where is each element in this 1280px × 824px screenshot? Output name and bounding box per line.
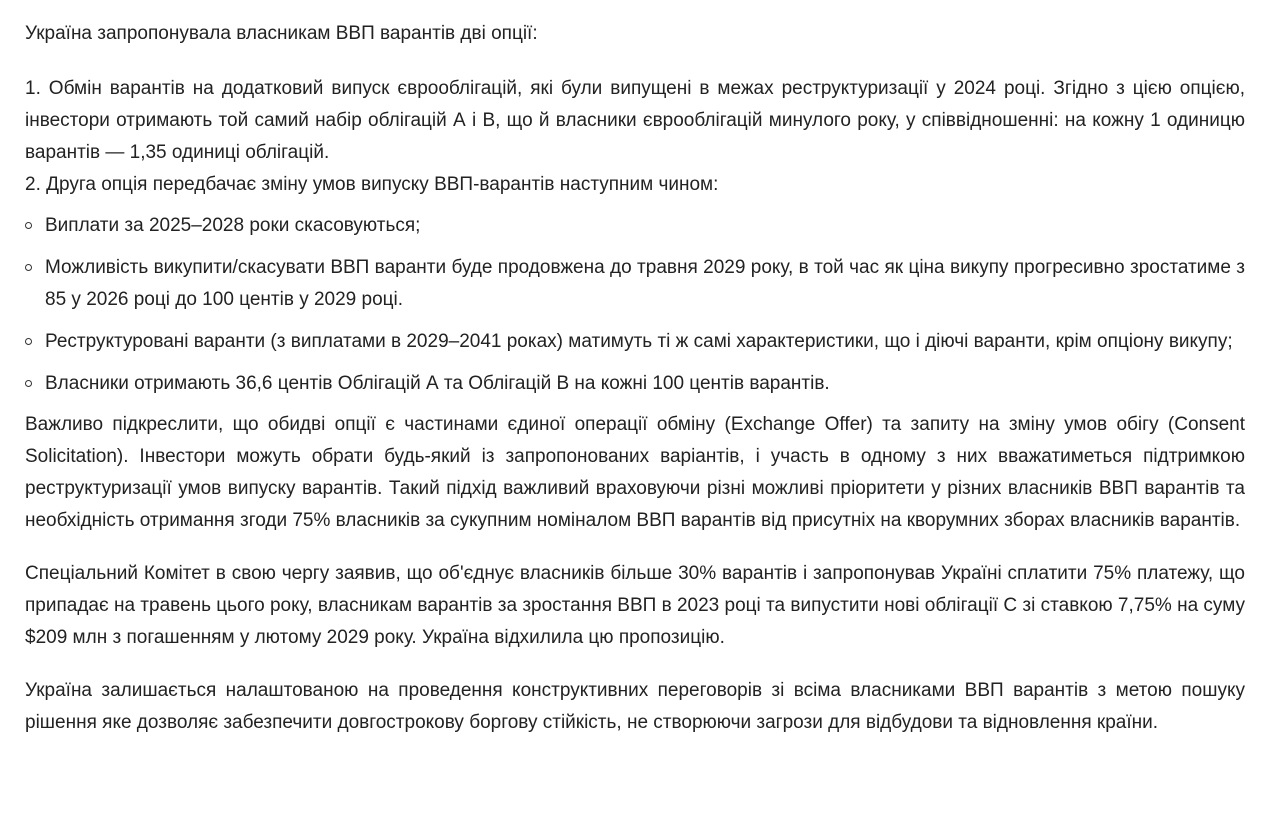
list-item-text: Власники отримають 36,6 центів Облігацій А та Облігацій В на кожні 100 центів варантів.	[45, 373, 830, 394]
paragraph-special-committee: Спеціальний Комітет в свою чергу заявив, що об'єднує власників більше 30% варантів і запропонував Україні сплатити 75% платежу, що припадає на травень цього року, власникам варантів за зростання ВВП в 2023 році та випустити нові облігації С зі ставкою 7,75% на суму $209 млн з погашенням у лютому 2029 року. Україна відхилила цю пропозицію.	[25, 563, 1245, 648]
circle-bullet-icon	[25, 222, 32, 229]
list-item	[25, 326, 1245, 358]
paragraph-conclusion: Україна залишається налаштованою на проведення конструктивних переговорів зі всіма власниками ВВП варантів з метою пошуку рішення яке дозволяє забезпечити довгострокову боргову стійкість, не створюючи загрози для відбудови та відновлення країни.	[25, 680, 1245, 733]
circle-bullet-icon	[25, 380, 32, 387]
list-item	[25, 210, 1245, 242]
option-2-text: 2. Друга опція передбачає зміну умов випуску ВВП-варантів наступним чином:	[25, 174, 719, 195]
option-1-text: 1. Обмін варантів на додатковий випуск єврооблігацій, які були випущені в межах реструктуризації у 2024 році. Згідно з цією опцією, інвестори отримають той самий набір облігацій А і В, що й власники єврооблігацій минулого року, у співвідношенні: на кожну 1 одиницю варантів — 1,35 одиниці облігацій.	[25, 78, 1245, 163]
article-body	[25, 18, 1245, 739]
circle-bullet-icon	[25, 338, 32, 345]
list-item-text: Виплати за 2025–2028 роки скасовуються;	[45, 215, 421, 236]
list-item-text: Можливість викупити/скасувати ВВП варанти буде продовжена до травня 2029 року, в той час як ціна викупу прогресивно зростатиме з 85 у 2026 році до 100 центів у 2029 році.	[45, 257, 1245, 310]
option-2-bullet-list	[25, 210, 1245, 400]
list-item	[25, 252, 1245, 316]
paragraph-exchange-offer: Важливо підкреслити, що обидві опції є частинами єдиної операції обміну (Exchange Offer) та запиту на зміну умов обігу (Consent Solicitation). Інвестори можуть обрати будь-який із запропонованих варіантів, і участь в одному з них вважатиметься підтримкою реструктуризації умов випуску варантів. Такий підхід важливий враховуючи різні можливі пріоритети у різних власників ВВП варантів та необхідність отримання згоди 75% власників за сукупним номіналом ВВП варантів від присутніх на кворумних зборах власників варантів.	[25, 414, 1245, 531]
circle-bullet-icon	[25, 264, 32, 271]
list-item	[25, 368, 1245, 400]
list-item-text: Реструктуровані варанти (з виплатами в 2029–2041 роках) матимуть ті ж самі характеристики, що і діючі варанти, крім опціону викупу;	[45, 331, 1233, 352]
intro-text: Україна запропонувала власникам ВВП варантів дві опції:	[25, 23, 538, 44]
